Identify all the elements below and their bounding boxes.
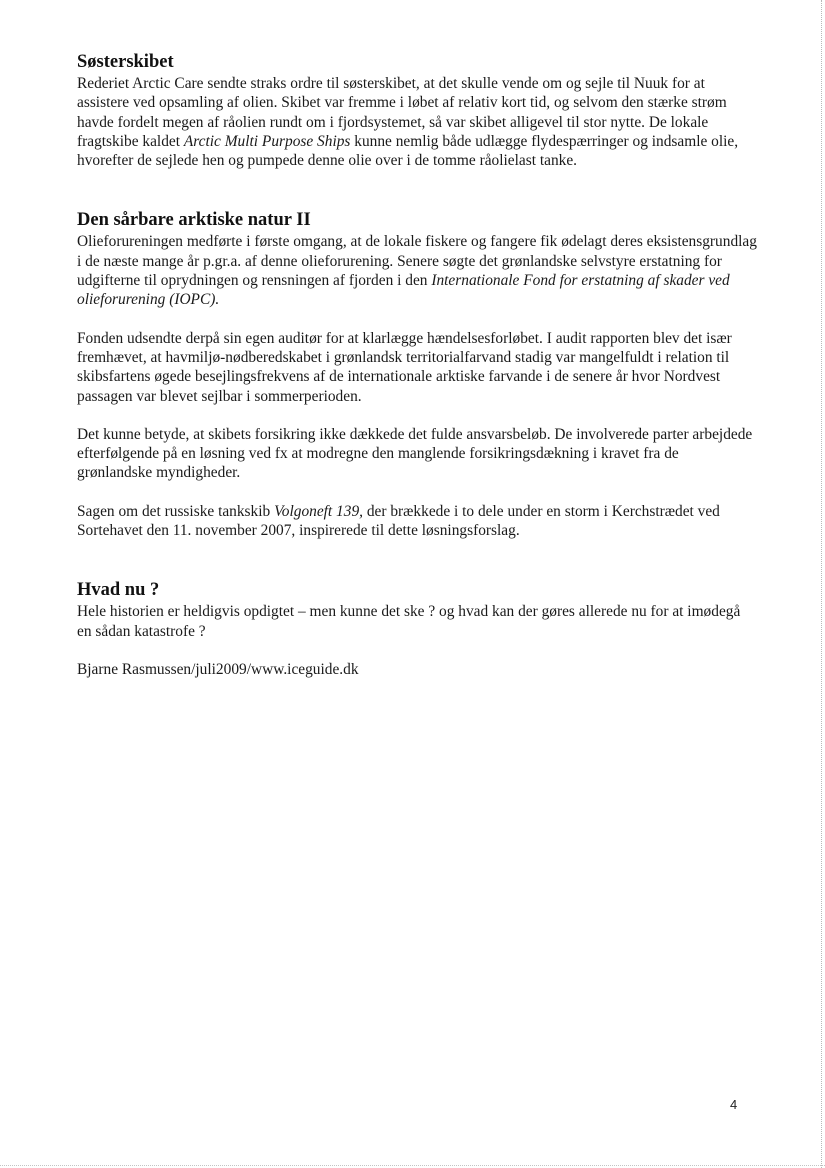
section-sosterskibet (77, 50, 757, 170)
section-heading: Hvad nu ? (77, 580, 160, 601)
page-edge-right (820, 0, 822, 1168)
paragraph (77, 425, 757, 483)
page-number: 4 (730, 1097, 738, 1112)
text-run: Olieforureningen medførte i første omgang, at de lokale fiskere og fangere fik ødelagt deres eksistensgrundlag i de næste mange år p.gr.a. af denne olieforurening. Senere søgte det grønlandske selvstyre erstatning for udgifterne til oprydningen og rensningen af fjorden i den (77, 233, 757, 290)
text-run: Sagen om det russiske tankskib (77, 502, 275, 520)
paragraph (77, 74, 757, 170)
italic-text: Arctic Multi Purpose Ships (183, 132, 351, 150)
section-den-sarbare-arktiske-natur (77, 208, 757, 540)
italic-text: Internationale Fond for erstatning af skader ved olieforurening (IOPC). (77, 272, 730, 309)
text-run: Fonden udsendte derpå sin egen auditør for at klarlægge hændelsesforløbet. I audit rapporten blev det især fremhævet, at havmiljø-nødberedskabet i grønlandsk territorialfarvand stadig var mangelfuldt i relation til skibsfartens øgede besejlingsfrekvens af de internationale arktiske farvande i de senere år hvor Nordvest passagen var blevet sejlbar i sommerperioden. (77, 329, 732, 405)
paragraph (77, 602, 757, 641)
section-hvad-nu (77, 578, 757, 679)
section-heading: Søsterskibet (77, 52, 174, 72)
paragraph (77, 502, 757, 541)
italic-text: Volgoneft 139, (274, 502, 363, 520)
section-heading: Den sårbare arktiske natur II (77, 210, 311, 231)
text-run: kunne nemlig både udlægge flydespærringer og indsamle olie, hvorefter de sejlede hen og pumpede denne olie over i de tomme råolielast tanke. (77, 132, 739, 170)
text-run: Rederiet Arctic Care sendte straks ordre til søsterskibet, at det skulle vende om og sejle til Nuuk for at assistere ved opsamling af olien. Skibet var fremme i løbet af relativ kort tid, og selvom den stærke strøm havde fordelt megen af råolien rundt om i fjordsystemet, så var skibet alligevel til stor nytte. De lokale fragtskibe kaldet (77, 75, 727, 150)
text-run: Det kunne betyde, at skibets forsikring ikke dækkede det fulde ansvarsbeløb. De involverede parter arbejdede efterfølgende på en løsning ved fx at modregne den manglende forsikringsdækning i kravet fra de grønlandske myndigheder. (77, 425, 753, 482)
text-run: der brækkede i to dele under en storm i Kerchstrædet ved Sortehavet den 11. november 2007, inspirerede til dette løsningsforslag. (77, 502, 720, 540)
paragraph (77, 329, 757, 406)
document-body (77, 50, 757, 679)
paragraph (77, 232, 757, 309)
page-edge-bottom (0, 1164, 825, 1166)
signature: Bjarne Rasmussen/juli2009/www.iceguide.dk (77, 660, 359, 678)
text-run: Hele historien er heldigvis opdigtet – men kunne det ske ? og hvad kan der gøres allerede nu for at imødegå en sådan katastrofe ? (77, 603, 741, 640)
